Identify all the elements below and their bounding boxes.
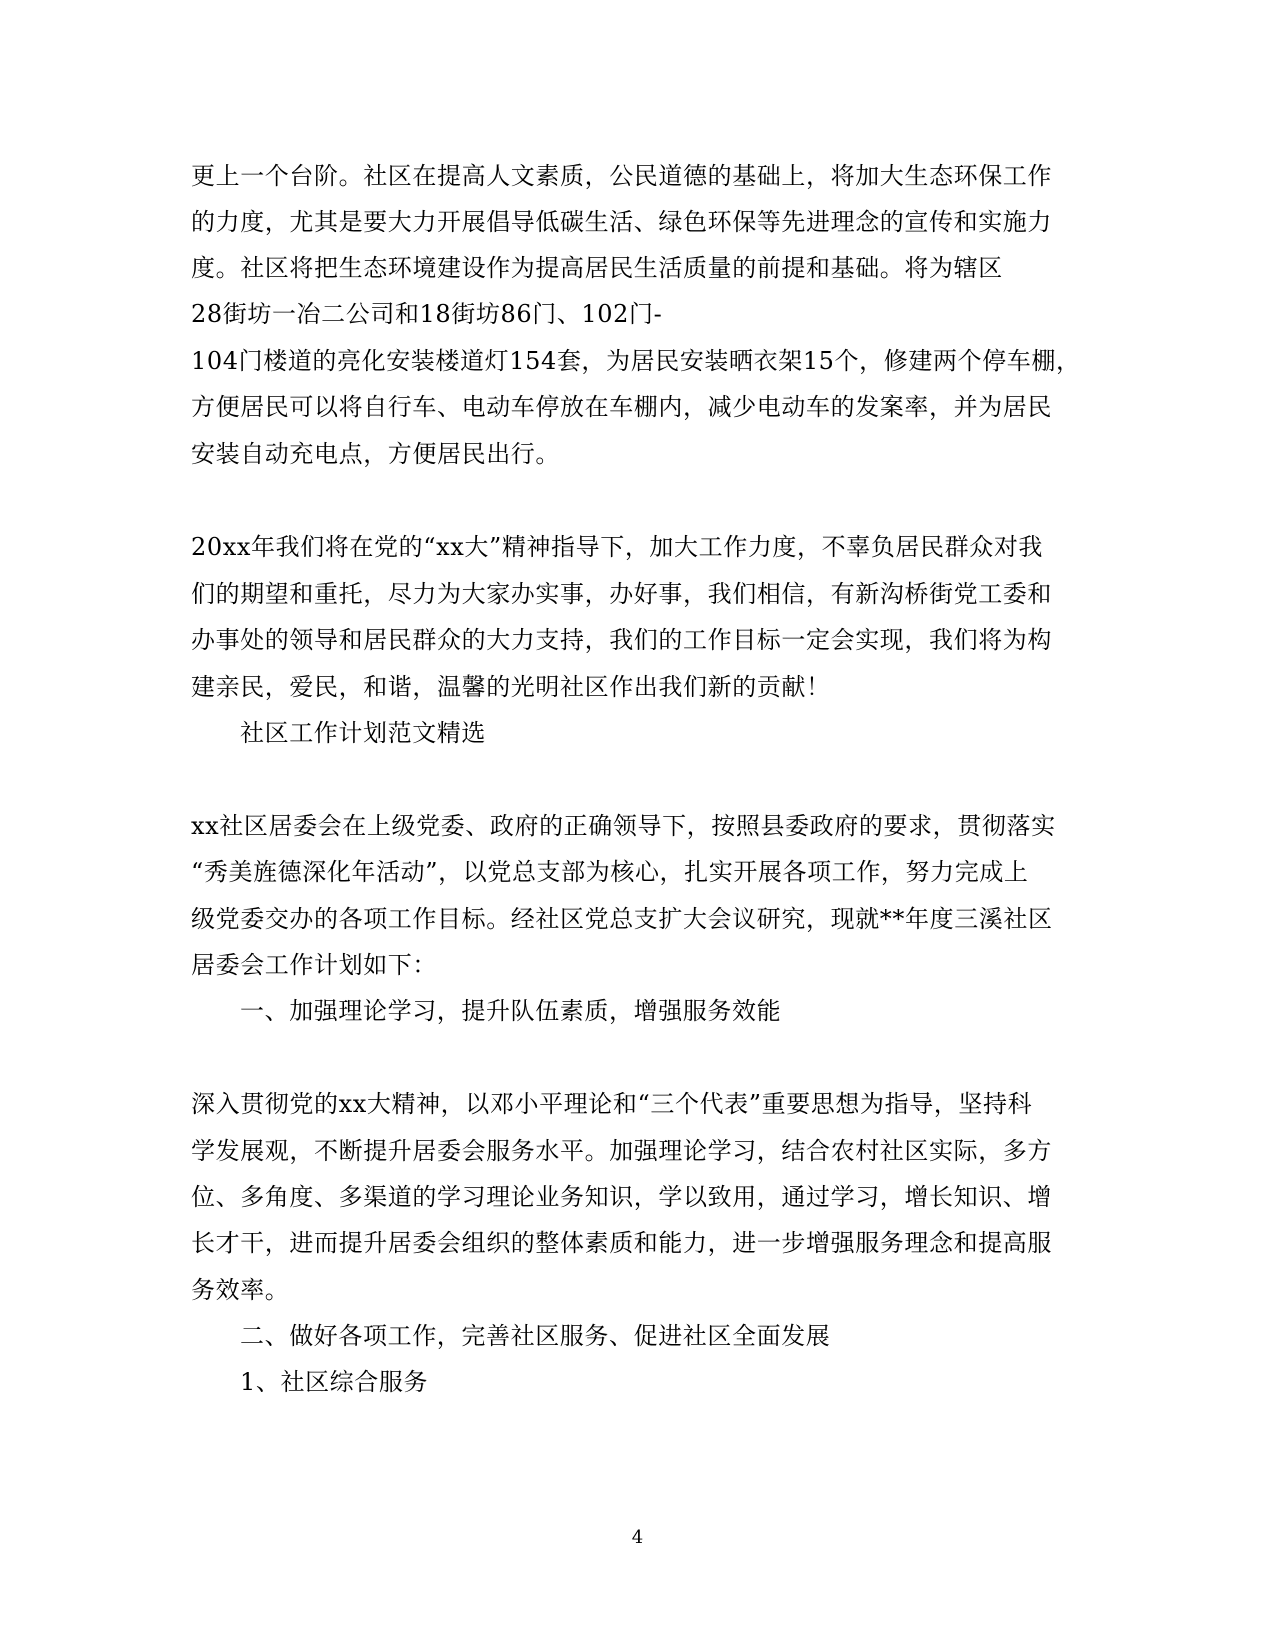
text-line: 办事处的领导和居民群众的大力支持，我们的工作目标一定会实现，我们将为构 xyxy=(191,626,1052,654)
text-line: 更上一个台阶。社区在提高人文素质，公民道德的基础上，将加大生态环保工作 xyxy=(191,162,1052,190)
text-line: 建亲民，爱民，和谐，温馨的光明社区作出我们新的贡献！ xyxy=(191,673,831,701)
text-line: “秀美旌德深化年活动”，以党总支部为核心，扎实开展各项工作，努力完成上 xyxy=(191,858,1029,886)
text-line: 104门楼道的亮化安装楼道灯154套，为居民安装晒衣架15个，修建两个停车棚， xyxy=(191,347,1081,375)
section-heading: 1、社区综合服务 xyxy=(240,1368,429,1396)
text-line: 级党委交办的各项工作目标。经社区党总支扩大会议研究，现就**年度三溪社区 xyxy=(191,905,1053,933)
section-heading: 一、加强理论学习，提升队伍素质，增强服务效能 xyxy=(240,997,782,1025)
text-line: 们的期望和重托，尽力为大家办实事，办好事，我们相信，有新沟桥街党工委和 xyxy=(191,580,1052,608)
text-line: 深入贯彻党的xx大精神，以邓小平理论和“三个代表”重要思想为指导，坚持科 xyxy=(191,1090,1033,1118)
text-line: 28街坊一冶二公司和18街坊86门、102门- xyxy=(191,300,663,328)
text-line: 学发展观，不断提升居委会服务水平。加强理论学习，结合农村社区实际，多方 xyxy=(191,1137,1052,1165)
text-line: 居委会工作计划如下： xyxy=(191,951,437,979)
text-line: 度。社区将把生态环境建设作为提高居民生活质量的前提和基础。将为辖区 xyxy=(191,254,1003,282)
section-heading: 二、做好各项工作，完善社区服务、促进社区全面发展 xyxy=(240,1322,831,1350)
text-line: 位、多角度、多渠道的学习理论业务知识，学以致用，通过学习，增长知识、增 xyxy=(191,1183,1052,1211)
text-line: 长才干，进而提升居委会组织的整体素质和能力，进一步增强服务理念和提高服 xyxy=(191,1229,1052,1257)
text-line: 20xx年我们将在党的“xx大”精神指导下，加大工作力度，不辜负居民群众对我 xyxy=(191,533,1044,561)
text-line: 的力度，尤其是要大力开展倡导低碳生活、绿色环保等先进理念的宣传和实施力 xyxy=(191,208,1052,236)
text-line: 务效率。 xyxy=(191,1276,290,1304)
section-heading: 社区工作计划范文精选 xyxy=(240,719,486,747)
text-line: xx社区居委会在上级党委、政府的正确领导下，按照县委政府的要求，贯彻落实 xyxy=(191,812,1056,840)
page-number: 4 xyxy=(631,1527,644,1548)
text-line: 安装自动充电点，方便居民出行。 xyxy=(191,440,560,468)
text-line: 方便居民可以将自行车、电动车停放在车棚内，减少电动车的发案率，并为居民 xyxy=(191,393,1052,421)
